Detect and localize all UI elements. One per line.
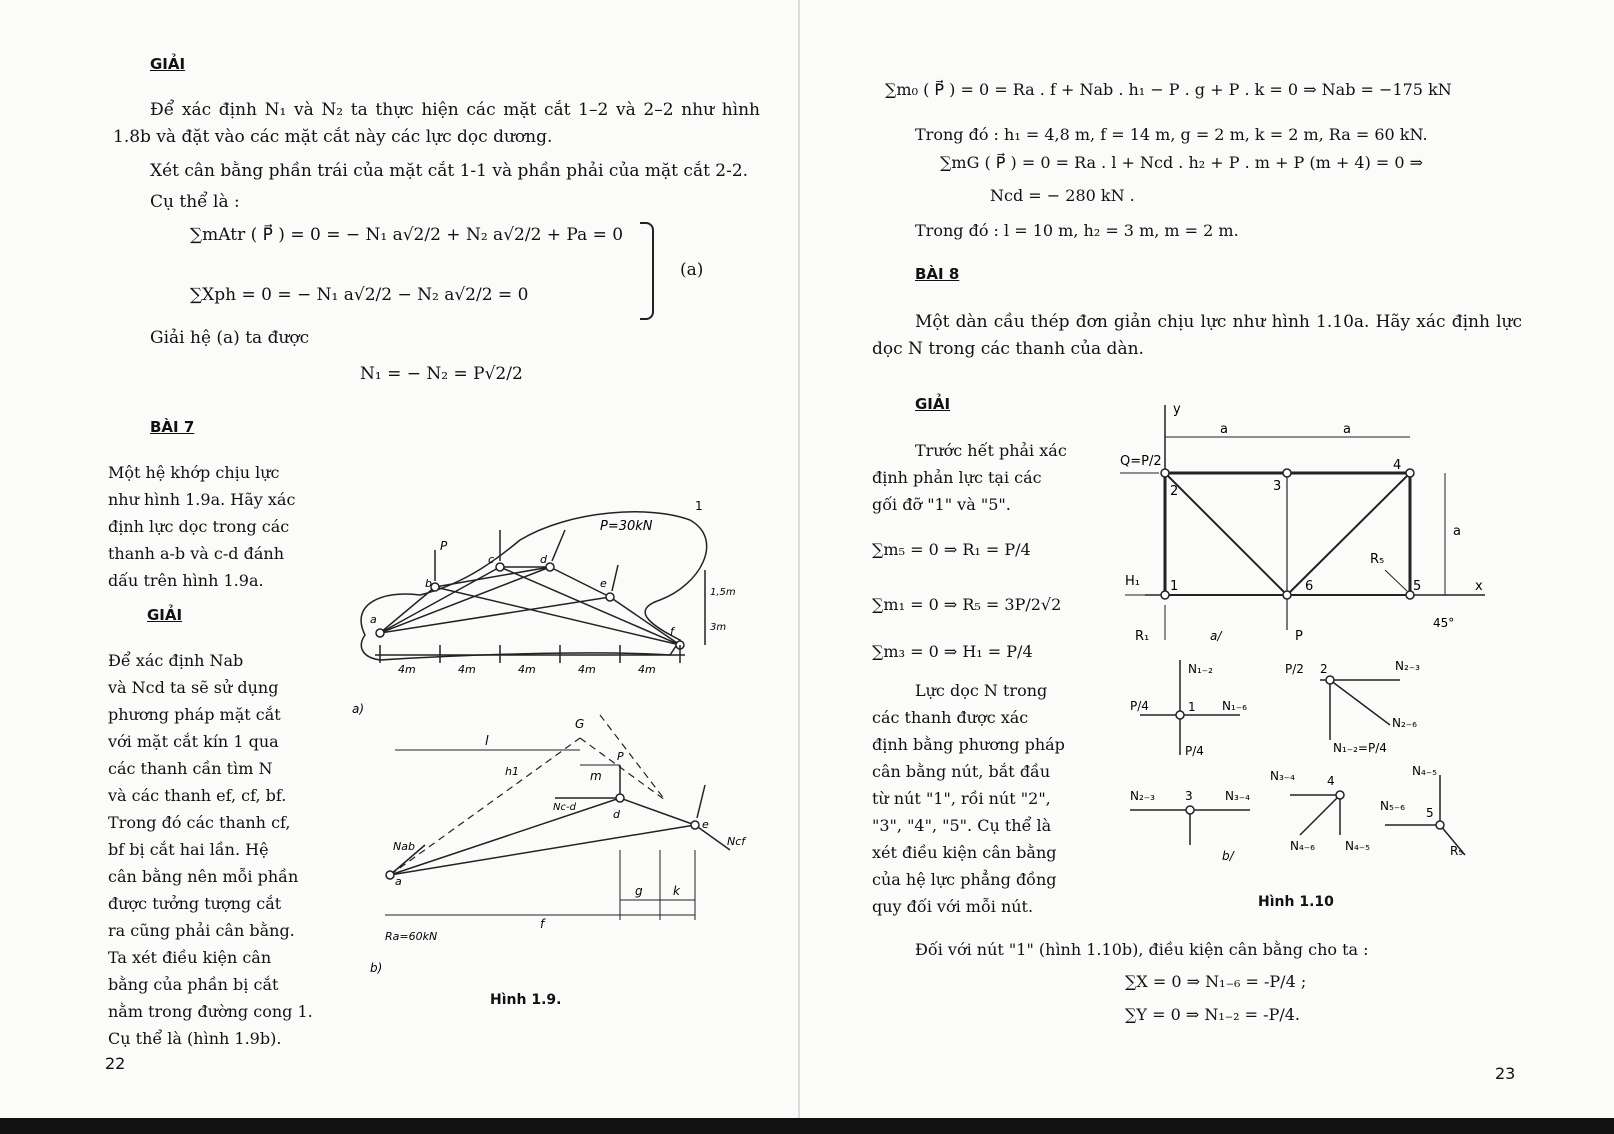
label-p: P [617,750,624,763]
force-r5 [1385,570,1407,591]
heading-giai-2: GIẢI [147,606,183,624]
label-e: e [702,818,709,831]
label-n16: N₁₋₆ [1222,699,1247,713]
label-curve: 1 [695,499,703,513]
label-g-point: G [575,717,585,731]
page-number: 23 [1495,1064,1516,1083]
equation-moment: ∑mAtr ( P⃗ ) = 0 = − N₁ a√2/2 + N₂ a√2/2 + Pa = 0 [190,225,624,245]
node4-diagonal [1300,795,1340,835]
page-number: 22 [105,1054,126,1073]
label-n12: N₁₋₂ [1188,662,1213,676]
text-line: và Ncd ta sẽ sử dụng [108,678,279,697]
label-n26: N₂₋₆ [1392,716,1417,730]
text-line: và các thanh ef, cf, bf. [108,786,287,805]
label-a2: a [1343,422,1351,437]
equation-moment-g: ∑mG ( P⃗ ) = 0 = Ra . l + Ncd . h₂ + P . m + P (m + 4) = 0 ⇒ [940,153,1424,172]
bar-ad [390,798,620,875]
text-line: với mặt cắt kín 1 qua [108,732,279,751]
text-where-1: Trong đó : h₁ = 4,8 m, f = 14 m, g = 2 m, k = 2 m, Ra = 60 kN. [915,125,1428,144]
force-arrow-e [612,565,618,591]
bar-bf [435,587,680,645]
heading-giai-1: GIẢI [150,55,186,73]
text-line: Một hệ khớp chịu lực [108,463,280,482]
text-line: Cụ thể là (hình 1.9b). [108,1029,282,1048]
label-dim: 4m [398,663,416,676]
label-m: m [590,769,602,783]
label-p4: P/4 [1185,744,1204,758]
dashed-line [600,715,665,800]
text-line: cân bằng nên mỗi phần [108,867,299,886]
text-line: Trong đó các thanh cf, [108,813,291,832]
heading-giai-3: GIẢI [915,395,951,413]
label-ncd: Nc-d [553,802,576,813]
text-line: định lực dọc trong các [108,517,290,536]
diagonal-2-6 [1165,473,1287,595]
node-e [606,593,614,601]
force-p-e [697,785,705,818]
method-text [872,677,1082,920]
paragraph-specifically: Cụ thể là : [150,192,240,212]
label-r5: R₅ [1450,844,1464,858]
text-line: Lực dọc N trong [915,681,1048,700]
text-line: từ nút "1", rồi nút "2", [872,789,1051,808]
figure-1-10b [1130,655,1490,865]
text-line: dấu trên hình 1.9a. [108,571,264,590]
figure-1-9b [355,710,755,980]
section-curve-1 [361,512,707,660]
problem-7-text [108,459,308,594]
bar-de [620,798,695,825]
label-p: P [440,539,448,553]
force-arrow-d [552,530,565,561]
label-node-5: 5 [1413,579,1422,594]
text-line: "3", "4", "5". Cụ thể là [872,816,1052,835]
equation-m3: ∑m₃ = 0 ⇒ H₁ = P/4 [872,642,1033,661]
label-p: P [1295,629,1303,644]
paragraph-sections: Để xác định N₁ và N₂ ta thực hiện các mặt cắt 1–2 và 2–2 như hình 1.8b và đặt vào các mặt cắt này các lực dọc dương. [113,100,760,147]
figure-caption: Hình 1.10 [1258,894,1334,910]
scan-bottom-edge [0,1118,1614,1134]
label-fig-a: a/ [1210,629,1222,643]
node2-diagonal [1330,680,1390,725]
bar-bd [435,567,550,587]
label-height: 3m [710,622,727,633]
label-node-f: f [670,625,674,638]
equation-tag: (a) [680,260,704,280]
label-node-4: 4 [1393,458,1402,473]
node-c [496,563,504,571]
equation-result: N₁ = − N₂ = P√2/2 [360,364,523,384]
text-line: gối đỡ "1" và "5". [872,495,1011,514]
label-node-1: 1 [1188,700,1196,714]
node-4 [1336,791,1344,799]
label-n46: N₄₋₆ [1290,839,1315,853]
text-line: bằng của phần bị cắt [108,975,279,994]
label-n45: N₄₋₅ [1412,764,1437,778]
text-line: cân bằng nút, bắt đầu [872,762,1051,781]
label-reaction: Ra=60kN [385,930,438,943]
bar-ae [390,825,695,875]
label-f: f [540,917,545,931]
node-3 [1283,469,1291,477]
label-fig-b: b/ [1222,849,1234,863]
equation-m1: ∑m₁ = 0 ⇒ R₅ = 3P/2√2 [872,595,1062,614]
label-r5: R₅ [1370,552,1385,567]
equation-sum-y: ∑Y = 0 ⇒ N₁₋₂ = -P/4. [1125,1005,1300,1024]
equation-sum-x: ∑X = 0 ⇒ N₁₋₆ = -P/4 ; [1125,972,1307,991]
heading-bai-7: BÀI 7 [150,418,195,436]
label-node-e: e [600,577,607,590]
label-node-3: 3 [1273,479,1282,494]
equation-m5: ∑m₅ = 0 ⇒ R₁ = P/4 [872,540,1031,559]
label-a1: a [1220,422,1228,437]
label-node-2: 2 [1320,662,1328,676]
label-dim: 4m [578,663,596,676]
label-fig-b: b) [370,961,383,975]
label-n23: N₂₋₃ [1395,659,1420,673]
text-line: Để xác định Nab [108,651,244,670]
label-node-6: 6 [1305,579,1314,594]
text-line: Trước hết phải xác [915,441,1067,460]
text-line: được tưởng tượng cắt [108,894,282,913]
label-node-4: 4 [1327,774,1335,788]
node-d [616,794,624,802]
text-line: thanh a-b và c-d đánh [108,544,284,563]
text-line: xét điều kiện cân bằng [872,843,1057,862]
equation-ncd: Ncd = − 280 kN . [990,186,1135,205]
figure-1-10a [1115,395,1495,655]
text-where-2: Trong đó : l = 10 m, h₂ = 3 m, m = 2 m. [915,221,1239,240]
bar-da [380,567,550,633]
paragraph-equilibrium: Xét cân bằng phần trái của mặt cắt 1-1 và phần phải của mặt cắt 2-2. [150,161,749,181]
text-line: phương pháp mặt cắt [108,705,281,724]
label-angle: 45° [1433,616,1455,630]
node-a [386,871,394,879]
label-node-2: 2 [1170,484,1179,499]
right-page [800,0,1614,1134]
label-y: y [1173,402,1181,417]
heading-bai-8: BÀI 8 [915,265,960,283]
label-node-1: 1 [1170,579,1179,594]
label-k: k [673,884,680,898]
label-node-b: b [425,577,432,590]
label-n23: N₂₋₃ [1130,789,1155,803]
node-1 [1161,591,1169,599]
node-d [546,563,554,571]
label-q: Q=P/2 [1120,454,1162,469]
label-dim: 4m [638,663,656,676]
equation-moment-o: ∑m₀ ( P⃗ ) = 0 = Ra . f + Nab . h₁ − P . g + P . k = 0 ⇒ Nab = −175 kN [885,80,1452,99]
text-line: ra cũng phải cân bằng. [108,921,295,940]
dashed-line [390,738,580,875]
label-p4: P/4 [1130,699,1149,713]
solution-7-text [108,647,313,1052]
label-n34: N₃₋₄ [1225,789,1250,803]
label-n12-value: N₁₋₂=P/4 [1333,741,1387,755]
solution-8-text [872,437,1082,518]
label-n34: N₃₋₄ [1270,769,1295,783]
label-dim: 4m [458,663,476,676]
node-2 [1326,676,1334,684]
label-nab: Nab [393,840,415,853]
label-node-d: d [540,553,547,566]
node-4 [1406,469,1414,477]
node-2 [1161,469,1169,477]
label-p2: P/2 [1285,662,1304,676]
node-e [691,821,699,829]
figure-caption: Hình 1.9. [490,992,562,1008]
label-height: 1,5m [710,587,736,598]
bar-ae [380,597,610,633]
node-5 [1436,821,1444,829]
text-line: Ta xét điều kiện cân [108,948,272,967]
text-line: quy đối với mỗi nút. [872,897,1034,916]
label-dim: 4m [518,663,536,676]
left-page [0,0,800,1134]
label-fig-a: a) [352,702,365,716]
label-ncf: Ncf [727,835,746,848]
text-line: định phản lực tại các [872,468,1042,487]
paragraph-solve: Giải hệ (a) ta được [150,328,310,348]
label-h1: H₁ [1125,574,1140,589]
node-1 [1176,711,1184,719]
figure-1-9a [340,495,740,725]
label-node-a: a [370,613,377,626]
label-node-5: 5 [1426,806,1434,820]
label-n45: N₄₋₅ [1345,839,1370,853]
label-r1: R₁ [1135,629,1150,644]
node-3 [1186,806,1194,814]
text-line: định bằng phương pháp [872,735,1065,754]
system-brace [640,222,654,320]
label-g: g [635,884,643,898]
label-n56: N₅₋₆ [1380,799,1405,813]
label-x: x [1475,579,1483,594]
label-load: P=30kN [600,519,653,534]
label-a: a [395,875,402,888]
label-node-3: 3 [1185,789,1193,803]
text-node-1-intro: Đối với nút "1" (hình 1.10b), điều kiện cân bằng cho ta : [915,940,1369,959]
node-b [431,583,439,591]
problem-8-text: Một dàn cầu thép đơn giản chịu lực như hình 1.10a. Hãy xác định lực dọc N trong các thanh của dàn. [872,312,1522,359]
text-line: các thanh được xác [872,708,1029,727]
node-6 [1283,591,1291,599]
text-line: như hình 1.9a. Hãy xác [108,490,296,509]
label-d: d [613,808,620,821]
bar-cf-cut [695,825,730,850]
text-line: các thanh cần tìm N [108,759,273,778]
label-l: l [485,734,489,749]
label-node-c: c [488,553,495,566]
label-h1: h1 [505,765,519,778]
text-line: của hệ lực phẳng đồng [872,870,1057,889]
bar-cf [500,567,680,645]
text-line: nằm trong đường cong 1. [108,1002,313,1021]
node-a [376,629,384,637]
equation-sum-x: ∑Xph = 0 = − N₁ a√2/2 − N₂ a√2/2 = 0 [190,285,529,305]
label-a-vertical: a [1453,524,1461,539]
text-line: bf bị cắt hai lần. Hệ [108,840,269,859]
